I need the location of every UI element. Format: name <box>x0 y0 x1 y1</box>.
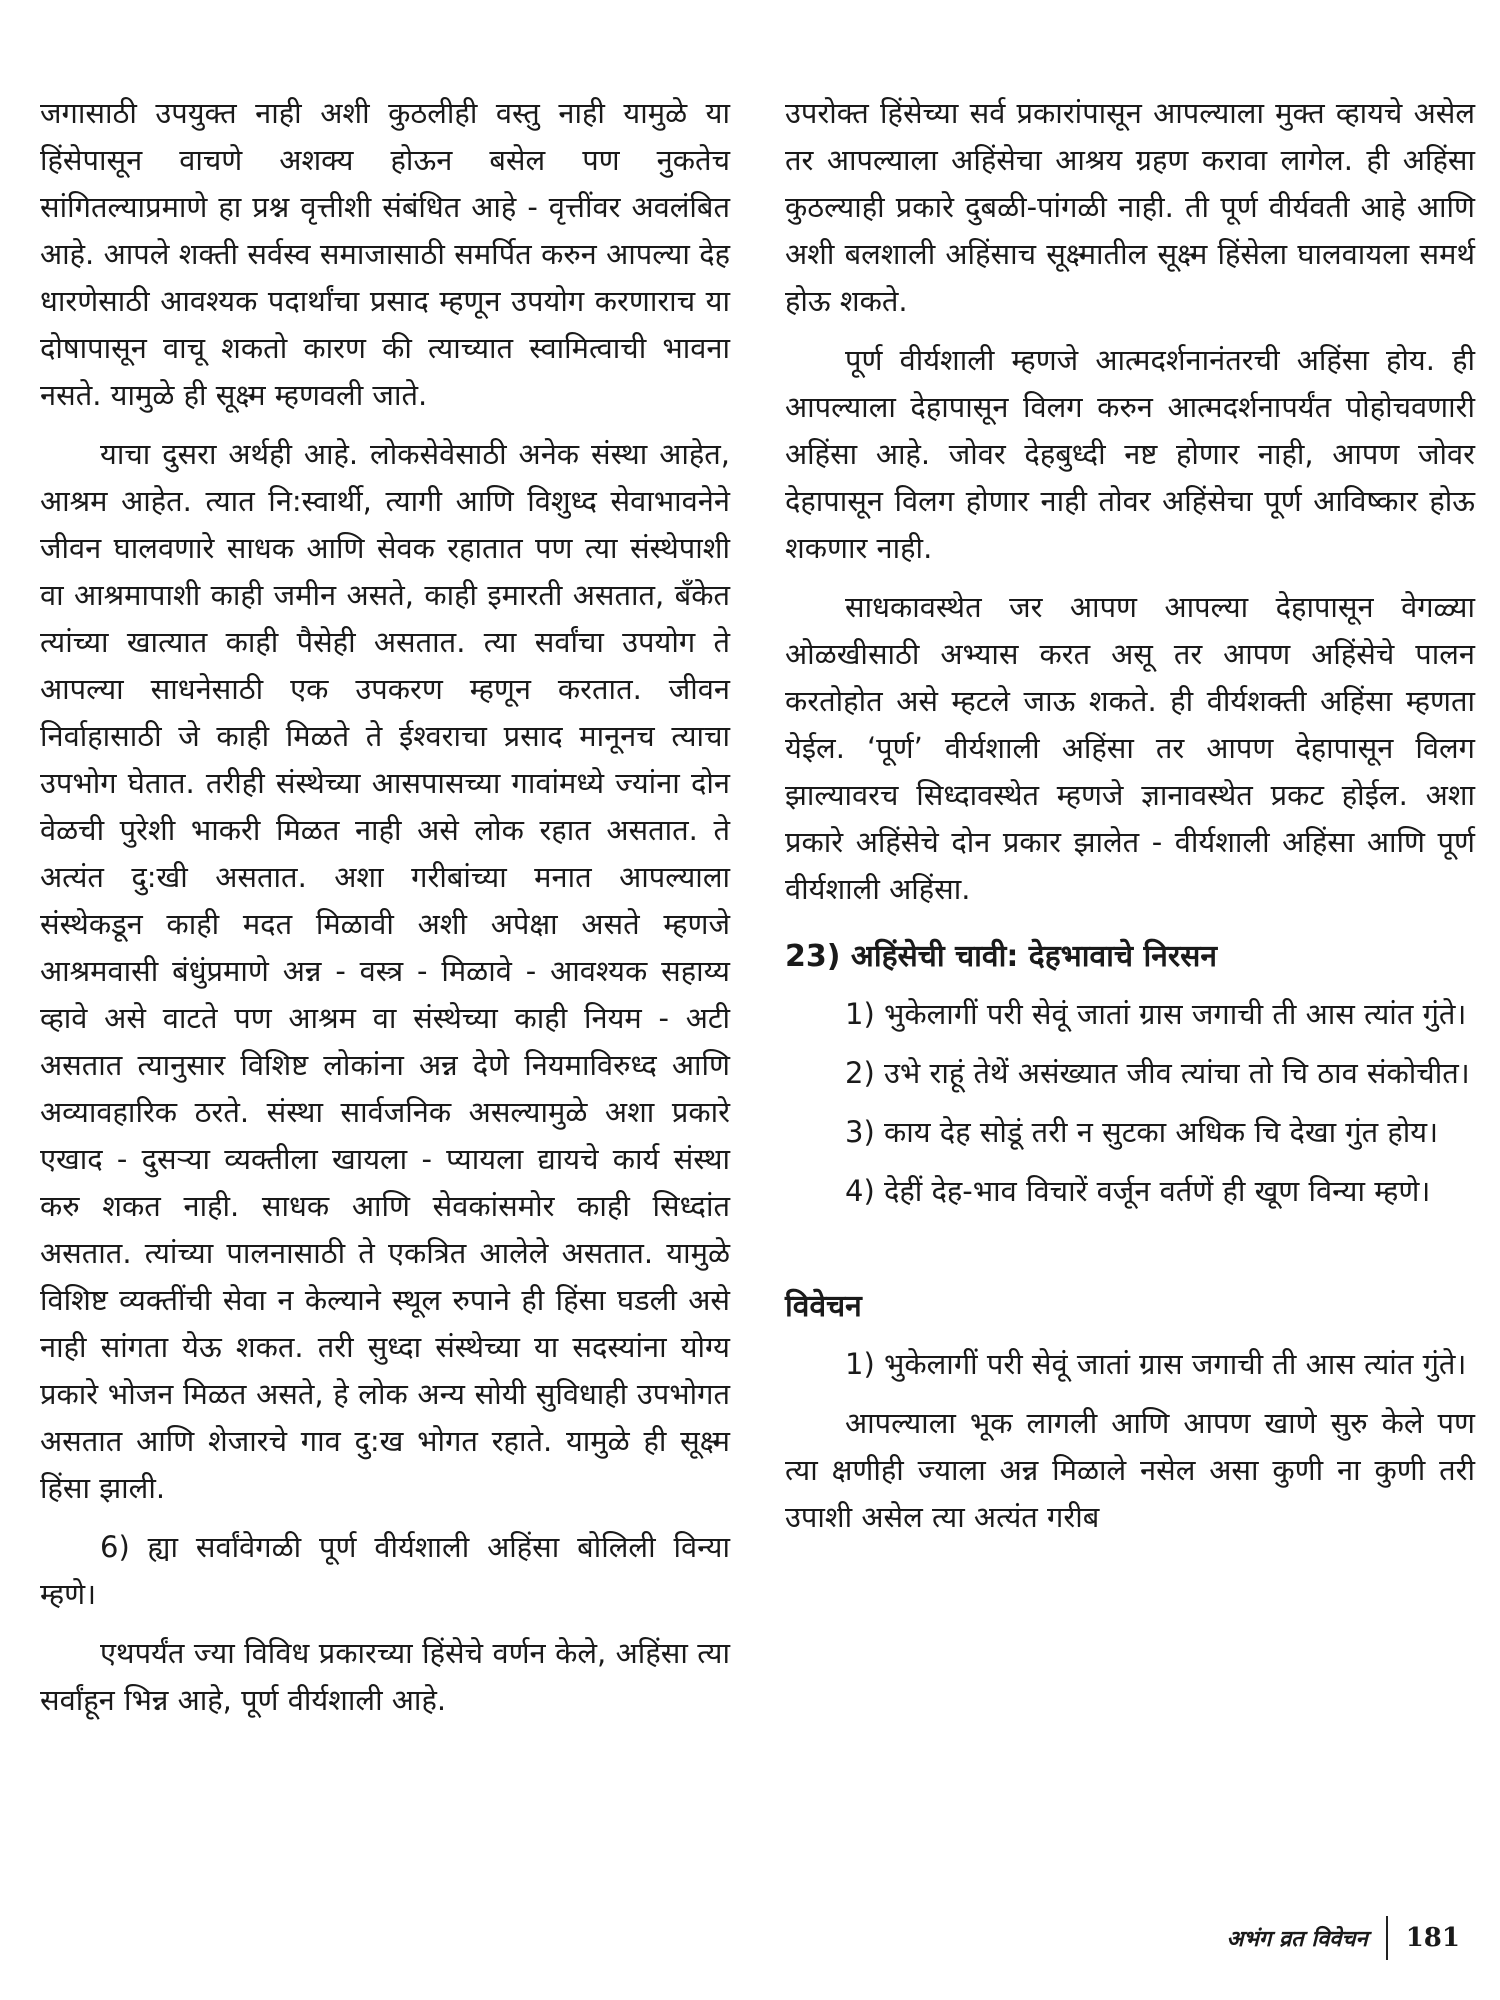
paragraph: उपरोक्त हिंसेच्या सर्व प्रकारांपासून आपल्याला मुक्त व्हायचे असेल तर आपल्याला अहिंसेचा आश्रय ग्रहण करावा लागेल. ही अहिंसा कुठल्याही प्रकारे दुबळी-पांगळी नाही. ती पूर्ण वीर्यवती आहे आणि अशी बलशाली अहिंसाच सूक्ष्मातील सूक्ष्म हिंसेला घालवायला समर्थ होऊ शकते. <box>785 96 1475 318</box>
page-number: 181 <box>1405 1923 1460 1953</box>
right-column <box>785 90 1475 1553</box>
verse-line: 6) ह्या सर्वांवेगळी पूर्ण वीर्यशाली अहिंसा बोलिली विन्या म्हणे। <box>40 1530 730 1611</box>
paragraph: आपल्याला भूक लागली आणि आपण खाणे सुरु केले पण त्या क्षणीही ज्याला अन्न मिळाले नसेल असा कुणी ना कुणी तरी उपाशी असेल त्या अत्यंत गरीब <box>785 1406 1475 1534</box>
section-heading: 23) अहिंसेची चावी: देहभावाचे निरसन <box>785 939 1218 974</box>
paragraph: याचा दुसरा अर्थही आहे. लोकसेवेसाठी अनेक संस्था आहेत, आश्रम आहेत. त्यात नि:स्वार्थी, त्यागी आणि विशुध्द सेवाभावनेने जीवन घालवणारे साधक आणि सेवक रहातात पण त्या संस्थेपाशी वा आश्रमापाशी काही जमीन असते, काही इमारती असतात, बँकेत त्यांच्या खात्यात काही पैसेही असतात. त्या सर्वांचा उपयोग ते आपल्या साधनेसाठी एक उपकरण म्हणून करतात. जीवन निर्वाहासाठी जे काही मिळते ते ईश्वराचा प्रसाद मानूनच त्याचा उपभोग घेतात. तरीही संस्थेच्या आसपासच्या गावांमध्ये ज्यांना दोन वेळची पुरेशी भाकरी मिळत नाही असे लोक रहात असतात. ते अत्यंत दु:खी असतात. अशा गरीबांच्या मनात आपल्याला संस्थेकडून काही मदत मिळावी अशी अपेक्षा असते म्हणजे आश्रमवासी बंधुंप्रमाणे अन्न - वस्त्र - मिळावे - आवश्यक सहाय्य व्हावे असे वाटते पण आश्रम वा संस्थेच्या काही नियम - अटी असतात त्यानुसार विशिष्ट लोकांना अन्न देणे नियमाविरुध्द आणि अव्यावहारिक ठरते. संस्था सार्वजनिक असल्यामुळे अशा प्रकारे एखाद - दुसऱ्या व्यक्तीला खायला - प्यायला द्यायचे कार्य संस्था करु शकत नाही. साधक आणि सेवकांसमोर काही सिध्दांत असतात. त्यांच्या पालनासाठी ते एकत्रित आलेले असतात. यामुळे विशिष्ट व्यक्तींची सेवा न केल्याने स्थूल रुपाने ही हिंसा घडली असे नाही सांगता येऊ शकत. तरी सुध्दा संस्थेच्या या सदस्यांना योग्य प्रकारे भोजन मिळत असते, हे लोक अन्य सोयी सुविधाही उपभोगत असतात आणि शेजारचे गाव दु:ख भोगत रहाते. यामुळे ही सूक्ष्म हिंसा झाली. <box>40 437 730 1505</box>
verse-line: 4) देहीं देह-भाव विचारें वर्जून वर्तणें ही खूण विन्या म्हणे। <box>845 1174 1431 1208</box>
verse-line: 1) भुकेलागीं परी सेवूं जातां ग्रास जगाची ती आस त्यांत गुंते। <box>845 1347 1467 1381</box>
paragraph: जगासाठी उपयुक्त नाही अशी कुठलीही वस्तु नाही यामुळे या हिंसेपासून वाचणे अशक्य होऊन बसेल पण नुकतेच सांगितल्याप्रमाणे हा प्रश्न वृत्तीशी संबंधित आहे - वृत्तींवर अवलंबित आहे. आपले शक्ती सर्वस्व समाजासाठी समर्पित करुन आपल्या देह धारणेसाठी आवश्यक पदार्थांचा प्रसाद म्हणून उपयोग करणाराच या दोषापासून वाचू शकतो कारण की त्याच्यात स्वामित्वाची भावना नसते. यामुळे ही सूक्ष्म म्हणवली जाते. <box>40 96 730 412</box>
paragraph: एथपर्यंत ज्या विविध प्रकारच्या हिंसेचे वर्णन केले, अहिंसा त्या सर्वांहून भिन्न आहे, पूर्ण वीर्यशाली आहे. <box>40 1636 730 1717</box>
left-column <box>40 90 730 1736</box>
page-footer <box>1227 1916 1460 1960</box>
paragraph: साधकावस्थेत जर आपण आपल्या देहापासून वेगळ्या ओळखीसाठी अभ्यास करत असू तर आपण अहिंसेचे पालन करतोहोत असे म्हटले जाऊ शकते. ही वीर्यशक्ती अहिंसा म्हणता येईल. ‘पूर्ण’ वीर्यशाली अहिंसा तर आपण देहापासून विलग झाल्यावरच सिध्दावस्थेत म्हणजे ज्ञानावस्थेत प्रकट होईल. अशा प्रकारे अहिंसेचे दोन प्रकार झालेत - वीर्यशाली अहिंसा आणि पूर्ण वीर्यशाली अहिंसा. <box>785 590 1475 906</box>
section-heading: विवेचन <box>785 1289 862 1324</box>
verse-line: 2) उभे राहूं तेथें असंख्यात जीव त्यांचा तो चि ठाव संकोचीत। <box>845 1056 1470 1090</box>
verse-line: 3) काय देह सोडूं तरी न सुटका अधिक चि देखा गुंत होय। <box>845 1115 1439 1149</box>
footer-divider <box>1386 1916 1388 1960</box>
book-title: अभंग व्रत विवेचन <box>1226 1927 1368 1952</box>
paragraph: पूर्ण वीर्यशाली म्हणजे आत्मदर्शनानंतरची अहिंसा होय. ही आपल्याला देहापासून विलग करुन आत्मदर्शनापर्यंत पोहोचवणारी अहिंसा आहे. जोवर देहबुध्दी नष्ट होणार नाही, आपण जोवर देहापासून विलग होणार नाही तोवर अहिंसेचा पूर्ण आविष्कार होऊ शकणार नाही. <box>785 343 1475 565</box>
verse-line: 1) भुकेलागीं परी सेवूं जातां ग्रास जगाची ती आस त्यांत गुंते। <box>845 997 1467 1031</box>
